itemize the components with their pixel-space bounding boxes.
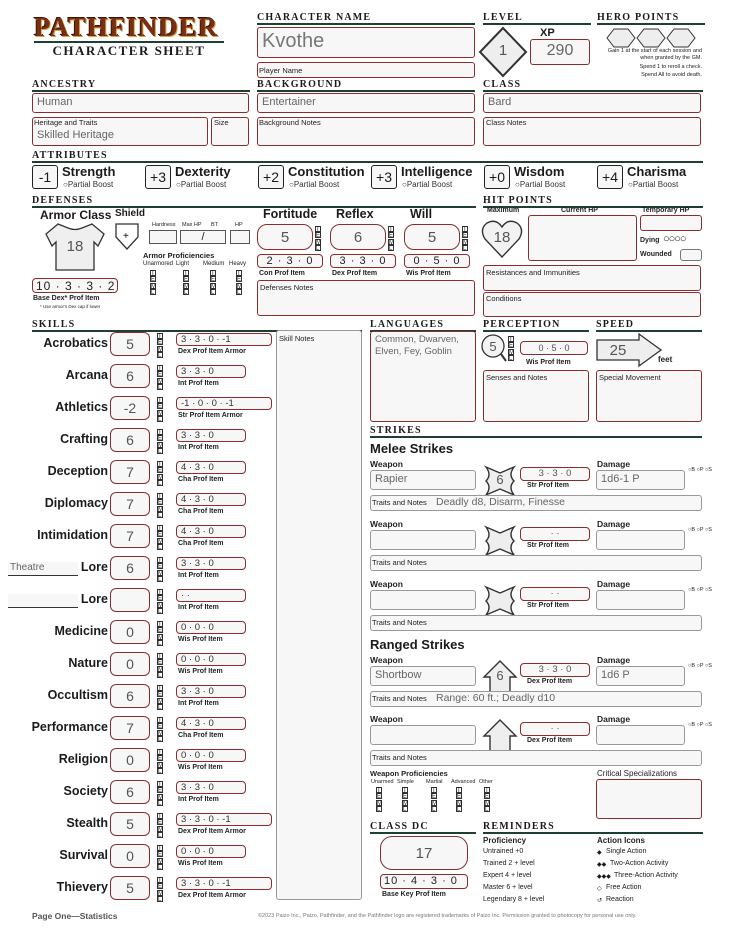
current-hp-label: Current HP — [561, 207, 598, 214]
skill-occultism-value[interactable]: 6 — [110, 684, 150, 708]
senses-label: Senses and Notes — [486, 373, 548, 382]
shield-hardness-box[interactable] — [149, 230, 177, 244]
armor-proficiency-checks-medium[interactable]: T E M L — [211, 271, 216, 296]
action-icon-label-3: Free Action — [606, 884, 642, 891]
level-header: LEVEL — [483, 12, 591, 25]
background-header: BACKGROUND — [257, 79, 475, 92]
action-icon-label-2: Three-Action Activity — [614, 872, 678, 879]
skill-lore-8-breakdown-labels: Int Prof Item — [178, 604, 219, 611]
skill-society-breakdown[interactable]: 3 · 3 · 0 — [176, 781, 246, 794]
weapon-prof-type-unarmed: Unarmed — [371, 779, 394, 785]
melee-strike-1-attack-breakdown[interactable]: 3 · 3 · 0 — [520, 467, 590, 481]
action-icon-label-1: Two-Action Activity — [610, 860, 669, 867]
skill-medicine-breakdown-labels: Wis Prof Item — [178, 636, 223, 643]
legal-text: ©2023 Paizo Inc., Paizo, Pathfinder, and the Pathfinder logo are registered trademarks of Paizo Inc. Permission granted to photocopy for personal use only. — [258, 913, 637, 919]
skill-thievery-breakdown[interactable]: 3 · 3 · 0 · -1 — [176, 877, 272, 890]
melee-strike-3-damage-field[interactable] — [596, 590, 685, 610]
skill-intimidation-breakdown[interactable]: 4 · 3 · 0 — [176, 525, 246, 538]
skill-deception-value[interactable]: 7 — [110, 460, 150, 484]
skill-occultism-breakdown-labels: Int Prof Item — [178, 700, 219, 707]
melee-strike-3-attack-breakdown-labels: Str Prof Item — [527, 602, 570, 609]
proficiency-reminder-1: Trained 2 + level — [483, 860, 535, 867]
skill-survival-value[interactable]: 0 — [110, 844, 150, 868]
weapon-proficiency-checks-martial[interactable]: T E M L — [432, 788, 437, 813]
skill-survival-breakdown[interactable]: 0 · 0 · 0 — [176, 845, 246, 858]
melee-strike-2-attack-breakdown[interactable]: · · — [520, 527, 590, 541]
melee-strike-1-traits-label: Traits and Notes — [372, 498, 427, 507]
ranged-strike-2-weapon-label: Weapon — [370, 714, 403, 724]
skill-nature-breakdown[interactable]: 0 · 0 · 0 — [176, 653, 246, 666]
save-breakdown-labels-fortitude: Con Prof Item — [259, 270, 305, 277]
background-notes-label: Background Notes — [259, 118, 321, 127]
character-name-field[interactable]: Kvothe — [257, 27, 475, 58]
skill-lore-8-label: Lore — [80, 592, 108, 606]
save-name-fortitude: Fortitude — [263, 207, 318, 221]
skill-religion-proficiency-checks[interactable]: T E M L — [158, 750, 163, 775]
special-movement-label: Special Movement — [599, 373, 661, 382]
partial-boost-charisma[interactable]: ○Partial Boost — [628, 180, 679, 189]
hero-points-header: HERO POINTS — [597, 12, 705, 25]
skill-athletics-proficiency-checks[interactable]: T E M L — [158, 398, 163, 423]
melee-strike-1-weapon-field[interactable]: Rapier — [370, 470, 476, 490]
xp-field[interactable]: 290 — [530, 39, 590, 65]
player-name-label: Player Name — [259, 66, 303, 75]
skill-thievery-proficiency-checks[interactable]: T E M L — [158, 878, 163, 903]
melee-strike-1-traits-value: Deadly d8, Disarm, Finesse — [436, 496, 565, 508]
skill-intimidation-value[interactable]: 7 — [110, 524, 150, 548]
speed-unit: feet — [658, 355, 673, 364]
attribute-name-constitution: Constitution — [288, 164, 365, 179]
save-proficiency-checks-fortitude[interactable]: T E M L — [316, 227, 321, 252]
partial-boost-dexterity[interactable]: ○Partial Boost — [176, 180, 227, 189]
action-icons-label: Action Icons — [597, 836, 646, 845]
skill-stealth-breakdown[interactable]: 3 · 3 · 0 · -1 — [176, 813, 272, 826]
partial-boost-strength[interactable]: ○Partial Boost — [63, 180, 114, 189]
attributes-header: ATTRIBUTES — [32, 150, 703, 163]
action-icon-0: ◆ — [597, 850, 602, 856]
save-breakdown-reflex[interactable]: 3 · 3 · 0 — [330, 254, 396, 268]
level-value[interactable]: 1 — [498, 42, 508, 59]
weapon-proficiency-checks-other[interactable]: T E M L — [485, 788, 490, 813]
save-breakdown-labels-reflex: Dex Prof Item — [332, 270, 378, 277]
skill-intimidation-proficiency-checks[interactable]: T E M L — [158, 526, 163, 551]
skill-crafting-breakdown-labels: Int Prof Item — [178, 444, 219, 451]
skill-society-label: Society — [63, 784, 108, 798]
melee-strike-3-traits-label: Traits and Notes — [372, 618, 427, 627]
class-header: CLASS — [483, 79, 703, 92]
ranged-strike-1-traits-label: Traits and Notes — [372, 694, 427, 703]
armor-type-medium: Medium — [203, 261, 225, 267]
melee-strike-3-damage-label: Damage — [597, 579, 631, 589]
skill-intimidation-label: Intimidation — [37, 528, 108, 542]
melee-strike-2-attack-icon — [482, 523, 518, 559]
skill-occultism-proficiency-checks[interactable]: T E M L — [158, 686, 163, 711]
logo-title: PATHFINDER — [34, 12, 219, 42]
wounded-box[interactable] — [680, 249, 702, 261]
ancestry-header: ANCESTRY — [32, 79, 250, 92]
skill-religion-breakdown[interactable]: 0 · 0 · 0 — [176, 749, 246, 762]
ranged-strike-1-weapon-field[interactable]: Shortbow — [370, 666, 476, 686]
skill-nature-breakdown-labels: Wis Prof Item — [178, 668, 223, 675]
heritage-field[interactable]: Skilled Heritage — [32, 117, 208, 146]
skill-diplomacy-value[interactable]: 7 — [110, 492, 150, 516]
reminders-header: REMINDERS — [483, 821, 703, 834]
languages-header: LANGUAGES — [370, 319, 476, 332]
ranged-strike-2-attack-breakdown[interactable]: · · — [520, 722, 590, 736]
skill-diplomacy-proficiency-checks[interactable]: T E M L — [158, 494, 163, 519]
skill-deception-proficiency-checks[interactable]: T E M L — [158, 462, 163, 487]
melee-strike-1-damage-field[interactable]: 1d6-1 P — [596, 470, 685, 490]
armor-class-label: Armor Class — [40, 208, 112, 222]
class-field[interactable]: Bard — [483, 93, 701, 113]
attribute-modifier-charisma[interactable]: +4 — [597, 165, 623, 189]
skill-lore-7-label: Lore — [80, 560, 108, 574]
partial-boost-intelligence[interactable]: ○Partial Boost — [402, 180, 453, 189]
ranged-strike-2-traits-label: Traits and Notes — [372, 753, 427, 762]
speed-value[interactable]: 25 — [609, 342, 627, 359]
armor-type-unarmored: Unarmored — [143, 261, 174, 267]
ranged-strike-2-attack-icon — [482, 718, 518, 754]
melee-strike-1-weapon-label: Weapon — [370, 459, 403, 469]
skill-athletics-breakdown-labels: Str Prof Item Armor — [178, 412, 243, 419]
speed-header: SPEED — [596, 319, 702, 332]
skill-lore-7-proficiency-checks[interactable]: T E M L — [158, 558, 163, 583]
skill-athletics-value[interactable]: -2 — [110, 396, 150, 420]
save-value-fortitude[interactable]: 5 — [257, 224, 313, 250]
skill-medicine-breakdown[interactable]: 0 · 0 · 0 — [176, 621, 246, 634]
skill-society-value[interactable]: 6 — [110, 780, 150, 804]
skill-survival-label: Survival — [59, 848, 108, 862]
skill-arcana-proficiency-checks[interactable]: T E M L — [158, 366, 163, 391]
save-breakdown-will[interactable]: 0 · 5 · 0 — [404, 254, 470, 268]
skill-stealth-proficiency-checks[interactable]: T E M L — [158, 814, 163, 839]
hero-gain-text: Gain 1 at the start of each session and when granted by the GM. — [607, 48, 702, 61]
skill-notes-label: Skill Notes — [279, 334, 315, 343]
ac-breakdown[interactable]: 10 · 3 · 3 · 2 — [32, 278, 118, 293]
armor-proficiencies-label: Armor Proficiencies — [143, 251, 215, 260]
save-value-will[interactable]: 5 — [404, 224, 460, 250]
skill-survival-breakdown-labels: Wis Prof Item — [178, 860, 223, 867]
attribute-modifier-strength[interactable]: -1 — [32, 165, 58, 189]
ranged-strike-1-damage-type-bps[interactable]: ○B ○P ○S — [688, 663, 712, 669]
skill-stealth-value[interactable]: 5 — [110, 812, 150, 836]
skill-religion-value[interactable]: 0 — [110, 748, 150, 772]
shield-hp-label: HP — [235, 222, 243, 228]
skill-arcana-label: Arcana — [65, 368, 108, 382]
skill-acrobatics-breakdown-labels: Dex Prof Item Armor — [178, 348, 246, 355]
wounded-label: Wounded — [640, 251, 672, 258]
melee-strike-3-weapon-label: Weapon — [370, 579, 403, 589]
logo — [34, 12, 246, 70]
skill-thievery-label: Thievery — [56, 880, 108, 894]
skill-lore-7-value[interactable]: 6 — [110, 556, 150, 580]
logo-subtitle: CHARACTER SHEET — [34, 41, 224, 59]
skill-nature-value[interactable]: 0 — [110, 652, 150, 676]
skill-acrobatics-breakdown[interactable]: 3 · 3 · 0 · -1 — [176, 333, 272, 346]
melee-strikes-label: Melee Strikes — [370, 441, 454, 456]
action-icon-3: ◇ — [597, 886, 602, 892]
class-dc-value-box[interactable]: 17 — [380, 836, 468, 870]
page-label: Page One—Statistics — [32, 911, 118, 921]
shield-current-hp-box[interactable] — [230, 230, 250, 244]
skill-deception-breakdown[interactable]: 4 · 3 · 0 — [176, 461, 246, 474]
skill-thievery-breakdown-labels: Dex Prof Item Armor — [178, 892, 246, 899]
skill-crafting-value[interactable]: 6 — [110, 428, 150, 452]
ranged-strike-1-damage-label: Damage — [597, 655, 631, 665]
perception-value[interactable]: 5 — [489, 339, 497, 354]
hp-maximum-label: Maximum — [487, 207, 520, 214]
critical-specializations-label: Critical Specializations — [597, 769, 678, 778]
defenses-header: DEFENSES — [32, 195, 476, 208]
skill-athletics-label: Athletics — [55, 400, 108, 414]
hero-spendall-text: Spend All to avoid death. — [641, 72, 702, 78]
ranged-strike-2-damage-label: Damage — [597, 714, 631, 724]
skill-religion-label: Religion — [58, 752, 108, 766]
skill-stealth-label: Stealth — [66, 816, 108, 830]
skill-deception-label: Deception — [47, 464, 108, 478]
melee-strike-2-damage-type-bps[interactable]: ○B ○P ○S — [688, 527, 712, 533]
armor-proficiency-checks-unarmored[interactable]: T E M L — [151, 271, 156, 296]
character-name-header: CHARACTER NAME — [257, 12, 475, 25]
action-icon-1: ◆◆ — [597, 862, 607, 868]
class-dc-header: CLASS DC — [370, 821, 476, 834]
attribute-name-wisdom: Wisdom — [514, 164, 565, 179]
proficiency-reminder-label: Proficiency — [483, 836, 527, 845]
skill-stealth-breakdown-labels: Dex Prof Item Armor — [178, 828, 246, 835]
skill-performance-value[interactable]: 7 — [110, 716, 150, 740]
ranged-strikes-label: Ranged Strikes — [370, 637, 465, 652]
weapon-prof-type-other: Other — [479, 779, 493, 785]
armor-class-value[interactable]: 18 — [66, 238, 84, 255]
save-name-will: Will — [410, 207, 433, 221]
melee-strike-2-attack-breakdown-labels: Str Prof Item — [527, 542, 570, 549]
partial-boost-wisdom[interactable]: ○Partial Boost — [515, 180, 566, 189]
ranged-strike-2-weapon-field[interactable] — [370, 725, 476, 745]
skill-lore-8-breakdown[interactable]: · · — [176, 589, 246, 602]
attribute-modifier-constitution[interactable]: +2 — [258, 165, 284, 189]
ranged-strike-1-weapon-label: Weapon — [370, 655, 403, 665]
skill-religion-breakdown-labels: Wis Prof Item — [178, 764, 223, 771]
ranged-strike-1-damage-field[interactable]: 1d6 P — [596, 666, 685, 686]
weapon-proficiency-checks-unarmed[interactable]: T E M L — [377, 788, 382, 813]
skill-diplomacy-breakdown[interactable]: 4 · 3 · 0 — [176, 493, 246, 506]
skill-performance-breakdown[interactable]: 4 · 3 · 0 — [176, 717, 246, 730]
skill-acrobatics-proficiency-checks[interactable]: T E M L — [158, 334, 163, 359]
armor-proficiency-checks-heavy[interactable]: T E M L — [237, 271, 242, 296]
skill-athletics-breakdown[interactable]: -1 · 0 · 0 · -1 — [176, 397, 272, 410]
perception-breakdown-labels: Wis Prof Item — [526, 359, 571, 366]
class-notes-label: Class Notes — [486, 118, 527, 127]
skill-crafting-label: Crafting — [60, 432, 108, 446]
perception-proficiency-checks[interactable]: T E M L — [509, 337, 514, 362]
melee-strike-1-attack-breakdown-labels: Str Prof Item — [527, 482, 570, 489]
save-breakdown-labels-will: Wis Prof Item — [406, 270, 451, 277]
languages-field[interactable]: Common, Dwarven, Elven, Fey, Goblin — [370, 331, 476, 422]
armor-type-light: Light — [176, 261, 190, 267]
attribute-modifier-intelligence[interactable]: +3 — [371, 165, 397, 189]
save-proficiency-checks-will[interactable]: T E M L — [463, 227, 468, 252]
ranged-strike-2-damage-type-bps[interactable]: ○B ○P ○S — [688, 722, 712, 728]
hero-point-hexes[interactable] — [606, 27, 696, 49]
skill-performance-breakdown-labels: Cha Prof Item — [178, 732, 224, 739]
weapon-prof-type-simple: Simple — [397, 779, 414, 785]
shield-icon — [114, 221, 140, 251]
action-icon-4: ↺ — [597, 898, 603, 904]
skill-medicine-value[interactable]: 0 — [110, 620, 150, 644]
skill-survival-proficiency-checks[interactable]: T E M L — [158, 846, 163, 871]
skill-lore-7-breakdown-labels: Int Prof Item — [178, 572, 219, 579]
melee-strike-1-damage-label: Damage — [597, 459, 631, 469]
dying-label: Dying — [640, 237, 660, 244]
partial-boost-constitution[interactable]: ○Partial Boost — [289, 180, 340, 189]
background-field[interactable]: Entertainer — [257, 93, 475, 113]
skill-society-proficiency-checks[interactable]: T E M L — [158, 782, 163, 807]
skill-arcana-breakdown-labels: Int Prof Item — [178, 380, 219, 387]
ranged-strike-2-damage-field[interactable] — [596, 725, 685, 745]
dying-circles[interactable]: ○○○○ — [663, 233, 686, 245]
attribute-name-charisma: Charisma — [627, 164, 687, 179]
action-icon-2: ◆◆◆ — [597, 874, 611, 880]
temp-hp-label: Temporary HP — [642, 207, 690, 214]
skill-arcana-breakdown[interactable]: 3 · 3 · 0 — [176, 365, 246, 378]
proficiency-reminder-4: Legendary 8 + level — [483, 896, 545, 903]
skill-crafting-breakdown[interactable]: 3 · 3 · 0 — [176, 429, 246, 442]
skill-arcana-value[interactable]: 6 — [110, 364, 150, 388]
attribute-name-strength: Strength — [62, 164, 116, 179]
skill-intimidation-breakdown-labels: Cha Prof Item — [178, 540, 224, 547]
skills-header: SKILLS — [32, 319, 362, 332]
ranged-strike-1-attack-breakdown-labels: Dex Prof Item — [527, 678, 573, 685]
action-icon-label-4: Reaction — [606, 896, 634, 903]
perception-breakdown[interactable]: 0 · 5 · 0 — [520, 341, 588, 355]
skill-nature-label: Nature — [68, 656, 108, 670]
skill-nature-proficiency-checks[interactable]: T E M L — [158, 654, 163, 679]
save-breakdown-fortitude[interactable]: 2 · 3 · 0 — [257, 254, 323, 268]
action-icon-label-0: Single Action — [606, 848, 647, 855]
conditions-label: Conditions — [486, 294, 522, 303]
skill-thievery-value[interactable]: 5 — [110, 876, 150, 900]
heritage-label: Heritage and Traits — [34, 118, 98, 127]
perception-header: PERCEPTION — [483, 319, 589, 332]
ancestry-field[interactable]: Human — [32, 93, 249, 113]
melee-strike-2-damage-label: Damage — [597, 519, 631, 529]
shield-hp-box[interactable]: / — [180, 230, 226, 244]
skill-notes-field[interactable] — [276, 330, 362, 900]
melee-strike-2-weapon-label: Weapon — [370, 519, 403, 529]
temp-hp-field[interactable] — [640, 215, 702, 231]
melee-strike-2-weapon-field[interactable] — [370, 530, 476, 550]
skill-performance-label: Performance — [31, 720, 108, 734]
skill-deception-breakdown-labels: Cha Prof Item — [178, 476, 224, 483]
melee-strike-3-attack-breakdown[interactable]: · · — [520, 587, 590, 601]
skill-diplomacy-breakdown-labels: Cha Prof Item — [178, 508, 224, 515]
attribute-modifier-dexterity[interactable]: +3 — [145, 165, 171, 189]
skill-lore-8-value[interactable] — [110, 588, 150, 612]
ac-breakdown-labels: Base Dex* Prof Item — [33, 295, 100, 302]
save-name-reflex: Reflex — [336, 207, 374, 221]
melee-strike-3-weapon-field[interactable] — [370, 590, 476, 610]
current-hp-field[interactable] — [528, 215, 637, 261]
ranged-strike-1-attack-value[interactable]: 6 — [496, 668, 504, 683]
hardness-label: Hardness — [152, 222, 176, 228]
defenses-notes-label: Defenses Notes — [260, 283, 314, 292]
ranged-strike-1-attack-breakdown[interactable]: 3 · 3 · 0 — [520, 663, 590, 677]
melee-strike-3-damage-type-bps[interactable]: ○B ○P ○S — [688, 587, 712, 593]
hp-max-value[interactable]: 18 — [493, 229, 511, 246]
skill-acrobatics-value[interactable]: 5 — [110, 332, 150, 356]
melee-strike-2-traits-label: Traits and Notes — [372, 558, 427, 567]
melee-strike-1-attack-value[interactable]: 6 — [496, 472, 504, 487]
skill-performance-proficiency-checks[interactable]: T E M L — [158, 718, 163, 743]
skill-medicine-proficiency-checks[interactable]: T E M L — [158, 622, 163, 647]
class-dc-breakdown[interactable]: 10 · 4 · 3 · 0 — [380, 874, 468, 889]
skill-lore-8-proficiency-checks[interactable]: T E M L — [158, 590, 163, 615]
proficiency-reminder-2: Expert 4 + level — [483, 872, 532, 879]
attribute-name-dexterity: Dexterity — [175, 164, 231, 179]
armor-proficiency-checks-light[interactable]: T E M L — [184, 271, 189, 296]
save-proficiency-checks-reflex[interactable]: T E M L — [389, 227, 394, 252]
skill-acrobatics-label: Acrobatics — [43, 336, 108, 350]
weapon-prof-type-martial: Martial — [426, 779, 443, 785]
skill-lore-7-lore-topic[interactable]: Theatre — [8, 562, 78, 576]
melee-strike-3-attack-icon — [482, 583, 518, 619]
resistances-label: Resistances and Immunities — [486, 268, 580, 277]
weapon-proficiency-checks-simple[interactable]: T E M L — [403, 788, 408, 813]
svg-text:+: + — [123, 231, 129, 242]
shield-label: Shield — [115, 208, 146, 219]
skill-occultism-breakdown[interactable]: 3 · 3 · 0 — [176, 685, 246, 698]
skill-diplomacy-label: Diplomacy — [44, 496, 108, 510]
ranged-strike-2-attack-breakdown-labels: Dex Prof Item — [527, 737, 573, 744]
shield-maxhp-label: Max HP — [182, 222, 202, 228]
skill-lore-7-breakdown[interactable]: 3 · 3 · 0 — [176, 557, 246, 570]
hero-spend1-text: Spend 1 to reroll a check. — [639, 64, 702, 70]
strikes-header: STRIKES — [370, 425, 702, 438]
weapon-proficiencies-label: Weapon Proficiencies — [370, 769, 448, 778]
attribute-modifier-wisdom[interactable]: +0 — [484, 165, 510, 189]
attribute-name-intelligence: Intelligence — [401, 164, 473, 179]
ac-note: * Use armor's Dex cap if lower — [40, 304, 101, 309]
hit-points-header: HIT POINTS — [483, 195, 703, 208]
skill-society-breakdown-labels: Int Prof Item — [178, 796, 219, 803]
size-label: Size — [214, 118, 229, 127]
class-dc-breakdown-labels: Base Key Prof Item — [382, 891, 446, 898]
proficiency-reminder-0: Untrained +0 — [483, 848, 524, 855]
melee-strike-1-damage-type-bps[interactable]: ○B ○P ○S — [688, 467, 712, 473]
save-value-reflex[interactable]: 6 — [330, 224, 386, 250]
melee-strike-2-damage-field[interactable] — [596, 530, 685, 550]
weapon-prof-type-advanced: Advanced — [451, 779, 476, 785]
skill-medicine-label: Medicine — [54, 624, 108, 638]
shield-bt-label: BT — [211, 222, 219, 228]
ranged-strike-1-traits-value: Range: 60 ft.; Deadly d10 — [436, 692, 556, 704]
critical-specializations-field[interactable] — [596, 779, 702, 819]
proficiency-reminder-3: Master 6 + level — [483, 884, 533, 891]
weapon-proficiency-checks-advanced[interactable]: T E M L — [457, 788, 462, 813]
xp-label: XP — [540, 27, 555, 39]
skill-crafting-proficiency-checks[interactable]: T E M L — [158, 430, 163, 455]
armor-type-heavy: Heavy — [229, 261, 247, 267]
skill-occultism-label: Occultism — [47, 688, 108, 702]
